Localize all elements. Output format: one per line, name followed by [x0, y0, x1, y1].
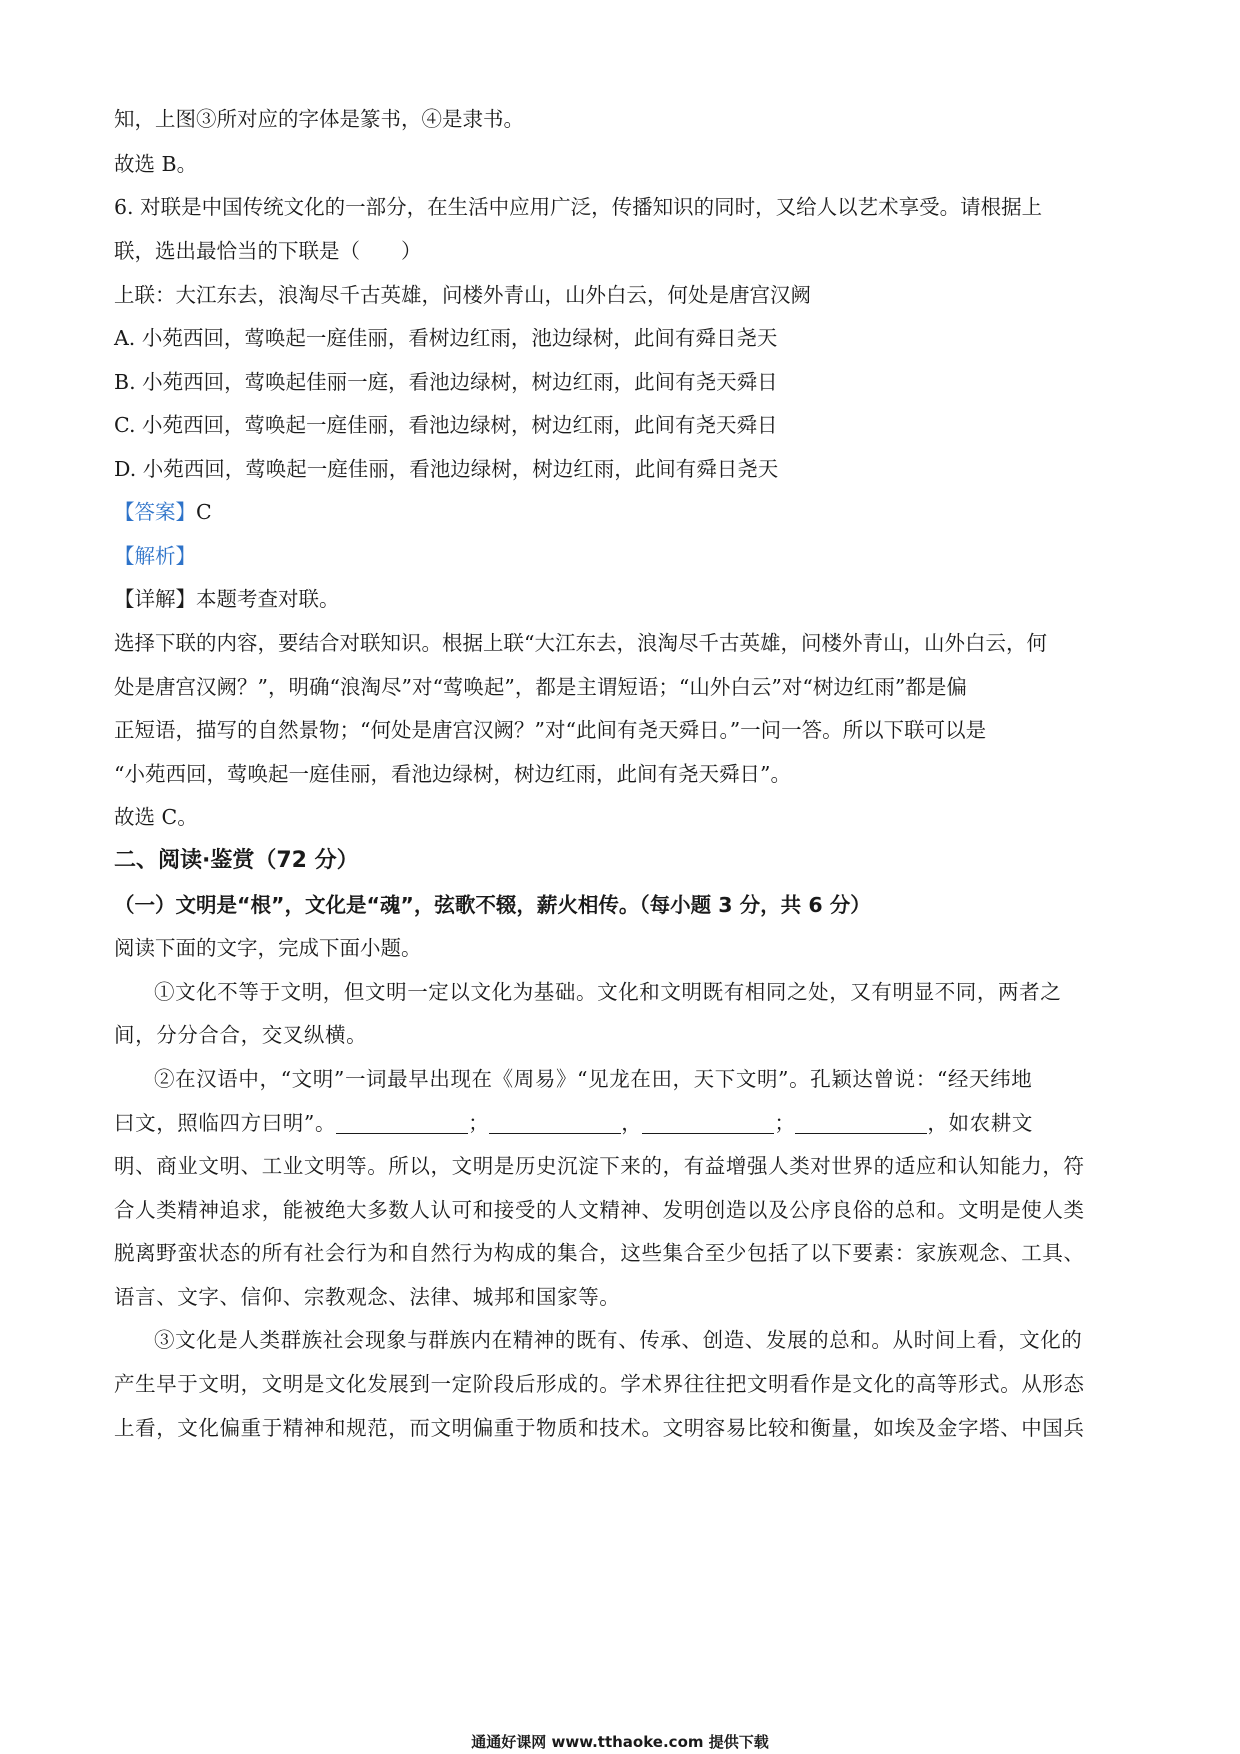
prev-analysis-line: 知，上图③所对应的字体是篆书，④是隶书。 [114, 107, 524, 131]
fill-blank-1[interactable] [336, 1111, 468, 1134]
subsection-1-title: （一）文明是“根”，文化是“魂”，弦歌不辍，薪火相传。（每小题 3 分，共 6 分） [114, 893, 871, 917]
para-2-line-6: 语言、文字、信仰、宗教观念、法律、城邦和国家等。 [114, 1285, 621, 1309]
blank-separator-2: ， [621, 1111, 643, 1135]
option-d: D. 小苑西回，莺唤起一庭佳丽，看池边绿树，树边红雨，此间有舜日尧天 [114, 457, 779, 481]
prev-conclusion: 故选 B。 [114, 152, 198, 176]
q6-stem-line-2: 联，选出最恰当的下联是（ ） [114, 239, 422, 263]
detail-line: 【详解】本题考查对联。 [114, 587, 340, 611]
para-2-text-a: 曰文，照临四方曰明”。 [114, 1111, 337, 1135]
blank-separator-1: ； [468, 1111, 490, 1135]
option-a: A. 小苑西回，莺唤起一庭佳丽，看树边红雨，池边绿树，此间有舜日尧天 [114, 326, 778, 350]
fill-blank-4[interactable] [795, 1111, 927, 1134]
answer-value: C [196, 500, 212, 524]
page-footer: 通通好课网 www.tthaoke.com 提供下载 [471, 1733, 769, 1751]
q6-stem-line-1: 6. 对联是中国传统文化的一部分，在生活中应用广泛，传播知识的同时，又给人以艺术享受。请根据上 [114, 195, 1043, 219]
option-c: C. 小苑西回，莺唤起一庭佳丽，看池边绿树，树边红雨，此间有尧天舜日 [114, 413, 778, 437]
q6-conclusion: 故选 C。 [114, 805, 198, 829]
option-b: B. 小苑西回，莺唤起佳丽一庭，看池边绿树，树边红雨，此间有尧天舜日 [114, 370, 778, 394]
para-3-line-1: ③文化是人类群族社会现象与群族内在精神的既有、传承、创造、发展的总和。从时间上看，文化的 [154, 1328, 1083, 1352]
fill-blank-2[interactable] [489, 1111, 621, 1134]
para-3-line-3: 上看，文化偏重于精神和规范，而文明偏重于物质和技术。文明容易比较和衡量，如埃及金字塔、中国兵 [114, 1416, 1085, 1440]
answer-tag: 【答案】 [114, 500, 196, 524]
explanation-line-4: “小苑西回，莺唤起一庭佳丽，看池边绿树，树边红雨，此间有尧天舜日”。 [114, 762, 791, 786]
explanation-line-3: 正短语，描写的自然景物；“何处是唐宫汉阙？”对“此间有尧天舜日。”一问一答。所以下联可以是 [114, 718, 987, 742]
para-2-line-2 [114, 1109, 1033, 1137]
para-1-line-1: ①文化不等于文明，但文明一定以文化为基础。文化和文明既有相同之处，又有明显不同，两者之 [154, 980, 1062, 1004]
para-2-line-5: 脱离野蛮状态的所有社会行为和自然行为构成的集合，这些集合至少包括了以下要素：家族观念、工具、 [114, 1241, 1085, 1265]
para-2-line-4: 合人类精神追求，能被绝大多数人认可和接受的人文精神、发明创造以及公序良俗的总和。文明是使人类 [114, 1198, 1085, 1222]
para-1-line-2: 间，分分合合，交叉纵横。 [114, 1023, 368, 1047]
reading-instruction: 阅读下面的文字，完成下面小题。 [114, 936, 422, 960]
explanation-line-1: 选择下联的内容，要结合对联知识。根据上联“大江东去，浪淘尽千古英雄，问楼外青山，山外白云，何 [114, 631, 1047, 655]
para-2-line-3: 明、商业文明、工业文明等。所以，文明是历史沉淀下来的，有益增强人类对世界的适应和认知能力，符 [114, 1154, 1085, 1178]
q6-upper-couplet: 上联：大江东去，浪淘尽千古英雄，问楼外青山，山外白云，何处是唐宫汉阙 [114, 283, 811, 307]
fill-blank-3[interactable] [642, 1111, 774, 1134]
section-2-title: 二、阅读·鉴赏（72 分） [114, 848, 359, 873]
para-2-text-end: ，如农耕文 [927, 1111, 1033, 1135]
answer-line [114, 498, 212, 526]
blank-separator-3: ； [774, 1111, 796, 1135]
analysis-tag: 【解析】 [114, 544, 196, 568]
para-3-line-2: 产生早于文明，文明是文化发展到一定阶段后形成的。学术界往往把文明看作是文化的高等形式。从形态 [114, 1372, 1085, 1396]
para-2-line-1: ②在汉语中，“文明”一词最早出现在《周易》“见龙在田，天下文明”。孔颖达曾说：“经天纬地 [154, 1067, 1033, 1091]
explanation-line-2: 处是唐宫汉阙？”，明确“浪淘尽”对“莺唤起”，都是主谓短语；“山外白云”对“树边红雨”都是偏 [114, 675, 967, 699]
